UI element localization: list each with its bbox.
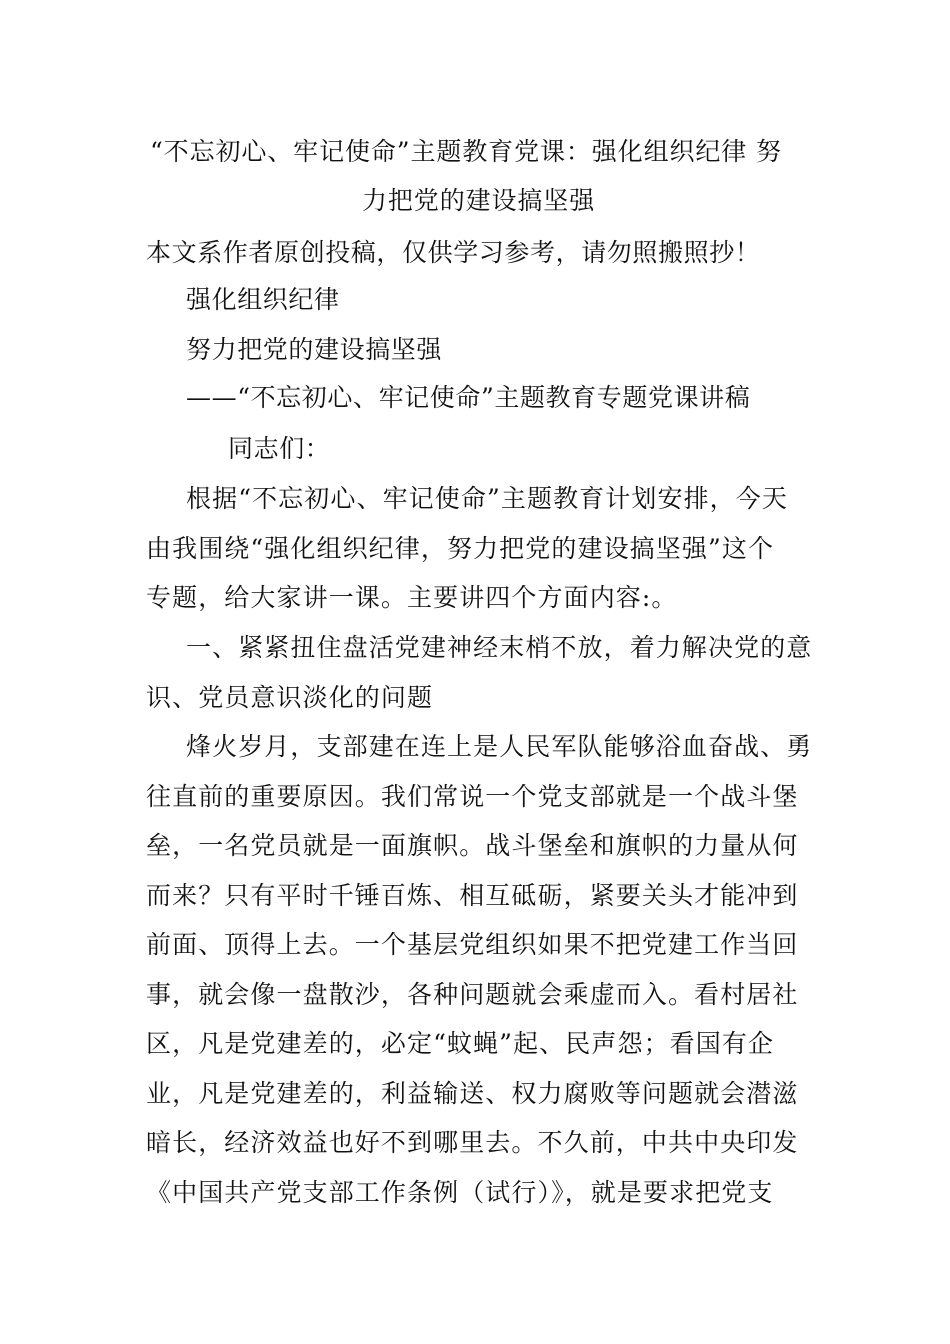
section-heading-1 [146,633,813,732]
paragraph-line: 而来？只有平时千锤百炼、相互砥砺，紧要关头才能冲到 [146,880,799,910]
paragraph-line: 垒，一名党员就是一面旗帜。战斗堡垒和旗帜的力量从何 [146,831,799,860]
paragraph-line: 专题，给大家讲一课。主要讲四个方面内容:。 [146,583,678,612]
paragraph-line: 由我围绕“强化组织纪律，努力把党的建设搞坚强”这个 [146,533,775,563]
copyright-notice: 本文系作者原创投稿，仅供学习参考，请勿照搬照抄！ [146,238,761,267]
paragraph-line: 事，就会像一盘散沙，各种问题就会乘虚而入。看村居社 [146,979,799,1009]
paragraph-line: 暗长，经济效益也好不到哪里去。不久前，中共中央印发 [146,1128,799,1157]
heading-line: 一、紧紧扭住盘活党建神经末梢不放，着力解决党的意 [186,633,813,662]
subtitle-2: 努力把党的建设搞坚强 [186,335,443,364]
paragraph-line: 烽火岁月，支部建在连上是人民军队能够浴血奋战、勇 [186,732,813,761]
document-title-line-1: “不忘初心、牢记使命”主题教育党课：强化组织纪律 努 [150,137,782,166]
heading-line: 识、党员意识淡化的问题 [146,682,434,712]
paragraph-body [146,732,813,1227]
paragraph-line: 区，凡是党建差的，必定“蚊蝇”起、民声怨；看国有企 [146,1029,775,1058]
paragraph-line: 往直前的重要原因。我们常说一个党支部就是一个战斗堡 [146,781,799,811]
paragraph-line: 前面、顶得上去。一个基层党组织如果不把党建工作当回 [146,930,799,959]
paragraph-intro [146,484,806,633]
document-title-line-2: 力把党的建设搞坚强 [362,186,596,215]
subtitle-3: ——“不忘初心、牢记使命”主题教育专题党课讲稿 [186,383,751,412]
subtitle-1: 强化组织纪律 [186,285,340,314]
paragraph-line: 根据“不忘初心、牢记使命”主题教育计划安排，今天 [186,484,788,513]
paragraph-line: 《中国共产党支部工作条例（试行）》，就是要求把党支 [146,1177,774,1207]
greeting: 同志们： [228,434,331,463]
paragraph-line: 业，凡是党建差的，利益输送、权力腐败等问题就会潜滋 [146,1078,799,1108]
